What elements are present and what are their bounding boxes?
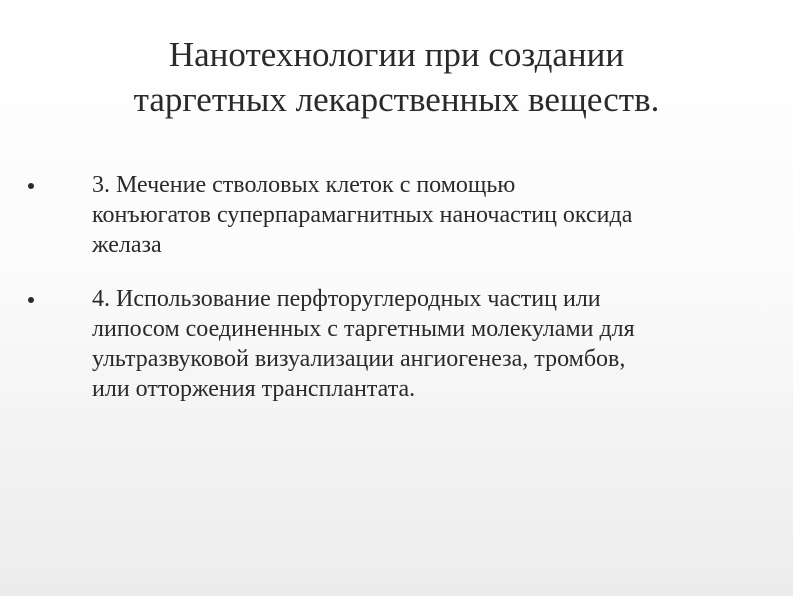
bullet-text-line: 3. Мечение стволовых клеток с помощью [92,172,516,198]
bullet-list [28,170,758,404]
bullet-text-line: липосом соединенных с таргетными молекулами для [92,316,635,342]
slide-title [60,32,733,122]
bullet-text-line: конъюгатов суперпарамагнитных наночастиц оксида [92,202,633,228]
title-line-2: таргетных лекарственных веществ. [133,80,660,119]
bullet-text-line: или отторжения трансплантата. [92,376,416,402]
title-line-1: Нанотехнологии при создании [168,35,625,74]
bullet-dot-icon [28,183,34,189]
bullet-item-3 [28,170,758,260]
bullet-dot-icon [28,297,34,303]
bullet-text-line: ультразвуковой визуализации ангиогенеза, тромбов, [92,346,626,372]
bullet-text-line: желаза [92,232,162,258]
bullet-text-line: 4. Использование перфторуглеродных частиц или [92,286,601,312]
bullet-item-4 [28,284,758,404]
